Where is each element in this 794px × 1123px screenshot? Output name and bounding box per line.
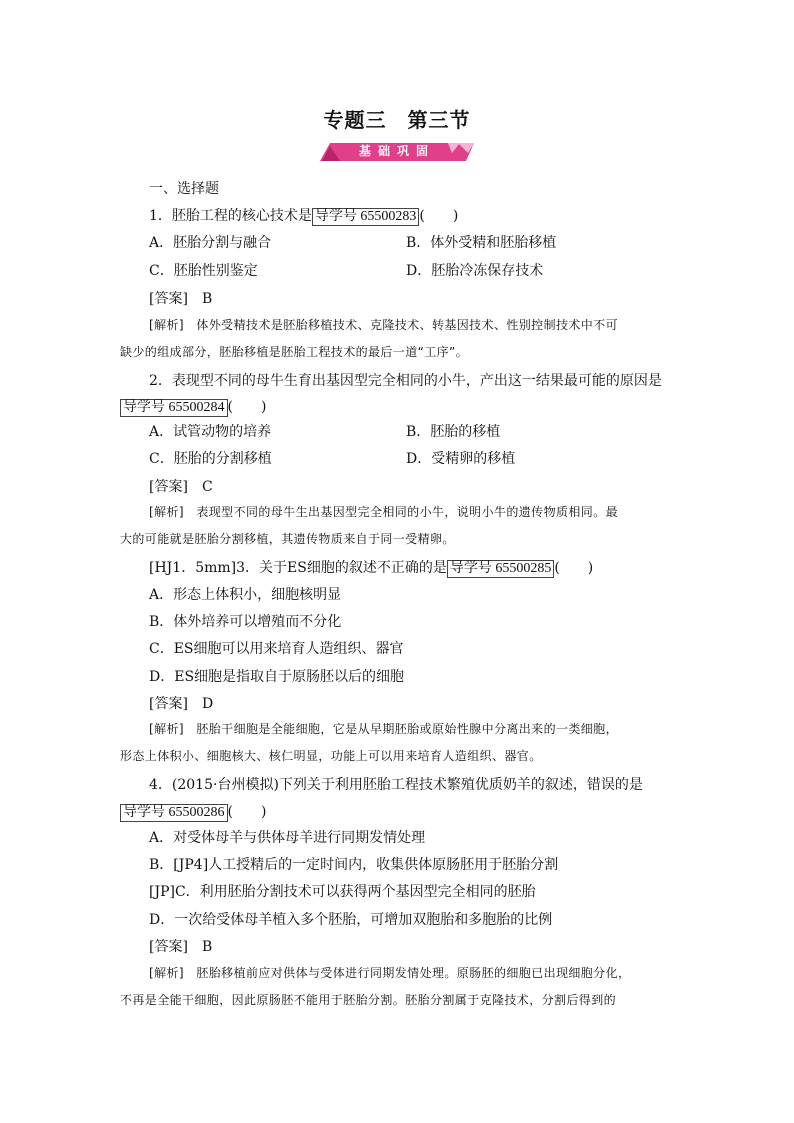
answer-tag: [答案] (149, 939, 188, 955)
answer-line (149, 693, 213, 713)
explanation-line-1 (149, 503, 618, 520)
explanation-text: 胚胎移植前应对供体与受体进行同期发情处理。原肠胚的细胞已出现细胞分化， (196, 966, 631, 980)
question-stem-text: [HJ1．5mm]3．关于ES细胞的叙述不正确的是 (149, 560, 447, 576)
option-c: C．胚胎性别鉴定 (149, 263, 258, 279)
option-d: D．ES细胞是指取自于原肠胚以后的细胞 (149, 669, 405, 685)
option-d: D．一次给受体母羊植入多个胚胎，可增加双胞胎和多胞胎的比例 (149, 912, 553, 928)
option-c: [JP]C．利用胚胎分割技术可以获得两个基因型完全相同的胚胎 (149, 884, 536, 900)
ref-number: 导学号 65500285 (447, 560, 555, 578)
answer-blank: ( ) (419, 208, 459, 224)
explanation-tag: [解析] (149, 505, 184, 519)
question-1-stem (149, 205, 458, 226)
question-3-stem (149, 557, 593, 578)
option-b: B．体外受精和胚胎移植 (406, 235, 557, 251)
option-d: D．胚胎冷冻保存技术 (406, 263, 544, 279)
explanation-line-2: 缺少的组成部分，胚胎移植是胚胎工程技术的最后一道“工序”。 (120, 345, 469, 359)
option-a: A．对受体母羊与供体母羊进行同期发情处理 (149, 830, 426, 846)
question-2-stem: 2．表现型不同的母牛生育出基因型完全相同的小牛，产出这一结果最可能的原因是 (149, 373, 662, 389)
explanation-tag: [解析] (149, 722, 184, 736)
explanation-tag: [解析] (149, 966, 184, 980)
explanation-tag: [解析] (149, 318, 184, 332)
answer-blank: ( ) (227, 399, 267, 415)
answer-tag: [答案] (149, 696, 188, 712)
explanation-line-1 (149, 316, 618, 333)
answer-line (149, 288, 212, 308)
option-c: C．ES细胞可以用来培育人造组织、器官 (149, 641, 404, 657)
answer-tag: [答案] (149, 479, 188, 495)
option-b: B．[JP4]人工授精后的一定时间内，收集供体原肠胚用于胚胎分割 (149, 857, 559, 873)
question-stem-text: 1．胚胎工程的核心技术是 (149, 208, 312, 224)
question-2-ref (120, 396, 266, 417)
explanation-text: 胚胎干细胞是全能细胞，它是从早期胚胎或原始性腺中分离出来的一类细胞， (196, 722, 618, 736)
answer-value: B (201, 291, 213, 307)
question-4-ref (120, 801, 266, 822)
explanation-line-1 (149, 720, 618, 737)
option-a: A．胚胎分割与融合 (149, 235, 272, 251)
question-4-stem: 4．(2015·台州模拟)下列关于利用胚胎工程技术繁殖优质奶羊的叙述，错误的是 (149, 777, 643, 793)
option-b: B．胚胎的移植 (406, 424, 501, 440)
explanation-line-2: 不再是全能干细胞，因此原肠胚不能用于胚胎分割。胚胎分割属于克隆技术，分割后得到的 (120, 993, 617, 1007)
answer-tag: [答案] (149, 291, 188, 307)
answer-blank: ( ) (227, 804, 267, 820)
answer-value: B (201, 939, 213, 955)
option-a: A．形态上体积小，细胞核明显 (149, 587, 342, 603)
answer-line (149, 936, 212, 956)
ref-number: 导学号 65500284 (120, 399, 228, 417)
answer-line (149, 476, 213, 496)
explanation-line-2: 大的可能就是胚胎分割移植，其遗传物质来自于同一受精卵。 (120, 532, 455, 546)
ref-number: 导学号 65500286 (120, 804, 228, 822)
explanation-line-2: 形态上体积小、细胞核大、核仁明显，功能上可以用来培育人造组织、器官。 (120, 749, 542, 763)
answer-value: D (201, 696, 214, 712)
option-d: D．受精卵的移植 (406, 451, 516, 467)
answer-blank: ( ) (554, 560, 594, 576)
explanation-text: 表现型不同的母牛生出基因型完全相同的小牛，说明小牛的遗传物质相同。最 (196, 505, 618, 519)
banner-label: 基础巩固 (358, 144, 435, 158)
option-c: C．胚胎的分割移植 (149, 451, 272, 467)
explanation-line-1 (149, 964, 630, 981)
answer-value: C (201, 479, 213, 495)
section-heading: 一、选择题 (149, 181, 219, 197)
option-b: B．体外培养可以增殖而不分化 (149, 614, 342, 630)
section-banner (320, 141, 474, 162)
ref-number: 导学号 65500283 (312, 208, 420, 226)
explanation-text: 体外受精技术是胚胎移植技术、克隆技术、转基因技术、性别控制技术中不可 (196, 318, 618, 332)
option-a: A．试管动物的培养 (149, 424, 272, 440)
page-title: 专题三 第三节 (323, 108, 471, 132)
